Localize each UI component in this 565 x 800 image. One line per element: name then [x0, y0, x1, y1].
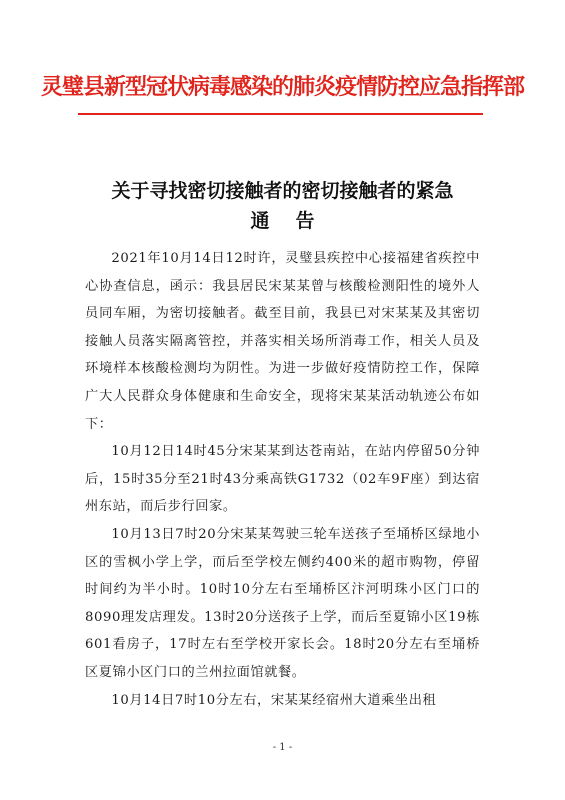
page-number: - 1 - [272, 742, 293, 753]
paragraph-oct-12: 10月12日14时45分宋某某到达苍南站，在站内停留50分钟后，15时35分至21时43分乘高铁G1732（02车9F座）到达宿州东站，而后步行回家。 [85, 444, 480, 515]
red-divider-line [78, 113, 483, 115]
paragraph-intro: 2021年10月14日12时许，灵璧县疾控中心接福建省疾控中心协查信息，函示：我县居民宋某某曾与核酸检测阳性的境外人员同车厢，为密切接触者。截至目前，我县已对宋某某及其密切接触人员落实隔离管控，并落实相关场所消毒工作，相关人员及环境样本核酸检测均为阴性。为进一步做好疫情防控工作，保障广大人民群众身体健康和生命安全，现将宋某某活动轨迹公布如下： [85, 251, 480, 432]
paragraph-oct-13: 10月13日7时20分宋某某驾驶三轮车送孩子至埇桥区绿地小区的雪枫小学上学，而后至学校左侧约400米的超市购物，停留时间约为半小时。10时10分左右至埇桥区汴河明珠小区门口的8090理发店理发。13时20分送孩子上学，而后至夏锦小区19栋601看房子，17时左右至学校开家长会。18时20分左右至埇桥区夏锦小区门口的兰州拉面馆就餐。 [85, 526, 480, 680]
issuing-authority-header: 灵璧县新型冠状病毒感染的肺炎疫情防控应急指挥部 [40, 75, 524, 100]
notice-title: 关于寻找密切接触者的密切接触者的紧急 [111, 180, 454, 202]
paragraph-oct-14: 10月14日7时10分左右，宋某某经宿州大道乘坐出租 [111, 692, 437, 708]
notice-body [85, 245, 480, 714]
notice-title-subline: 通告 [250, 210, 341, 232]
